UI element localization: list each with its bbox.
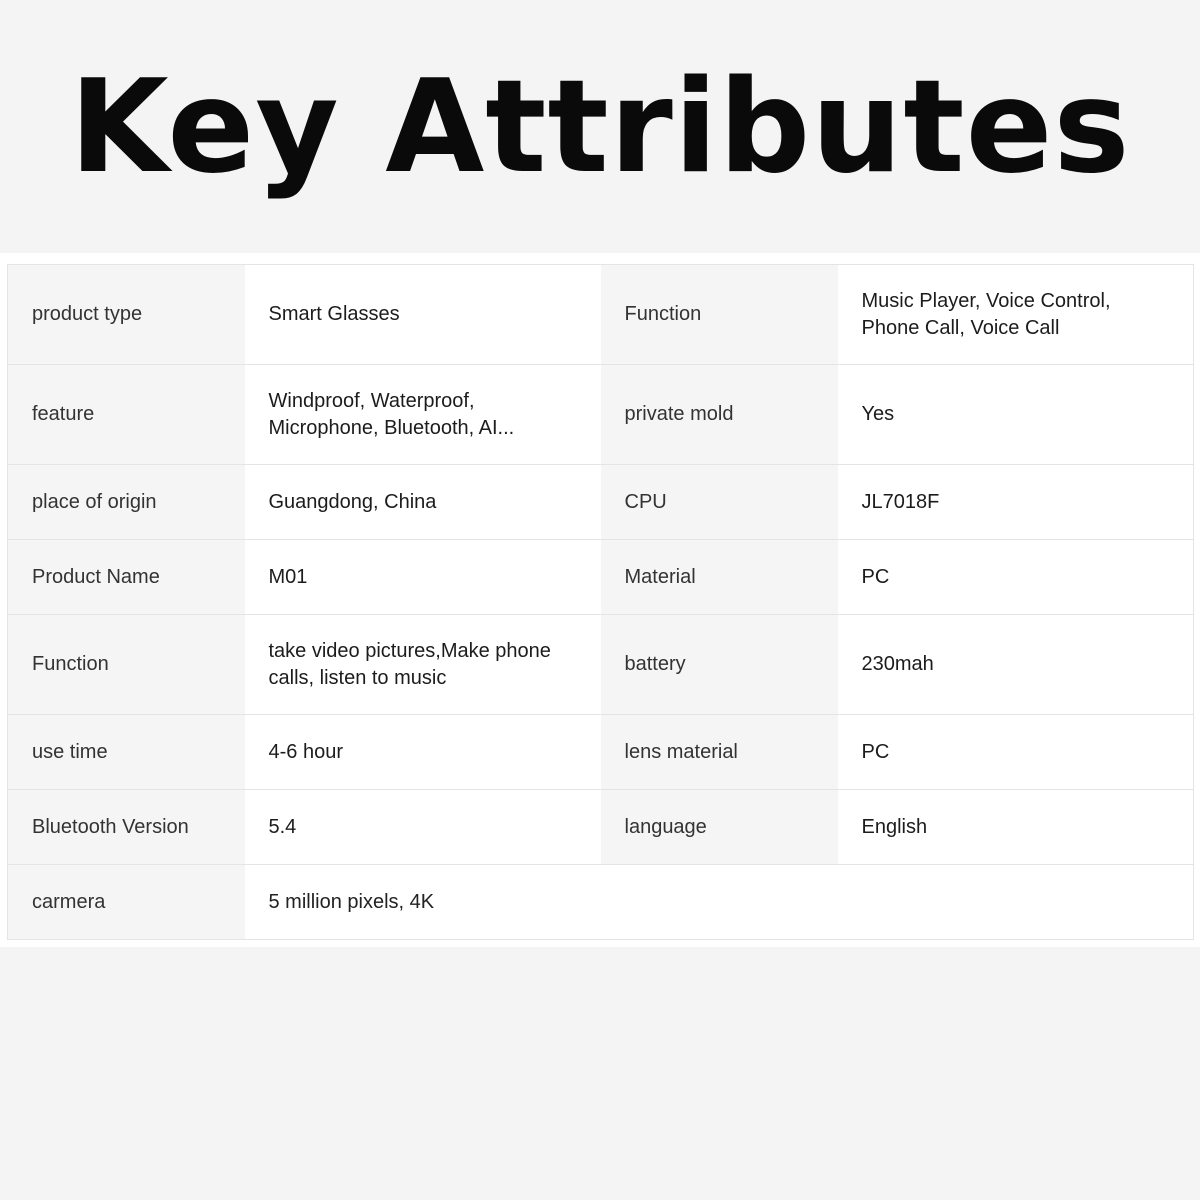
attribute-value: 230mah (838, 615, 1194, 715)
attribute-value: take video pictures,Make phone calls, listen to music (245, 615, 601, 715)
attribute-label: feature (8, 365, 245, 465)
attribute-label: Function (601, 265, 838, 365)
attribute-value: 5 million pixels, 4K (245, 865, 1194, 940)
key-attributes-table (7, 264, 1194, 940)
attribute-value: JL7018F (838, 465, 1194, 540)
table-row (8, 465, 1194, 540)
attribute-value: Music Player, Voice Control, Phone Call, Voice Call (838, 265, 1194, 365)
attribute-label: CPU (601, 465, 838, 540)
table-row (8, 715, 1194, 790)
attribute-label: Product Name (8, 540, 245, 615)
attribute-value: PC (838, 540, 1194, 615)
attribute-value: PC (838, 715, 1194, 790)
attribute-value: Smart Glasses (245, 265, 601, 365)
table-row (8, 365, 1194, 465)
attribute-label: lens material (601, 715, 838, 790)
attribute-value: English (838, 790, 1194, 865)
attribute-value: Guangdong, China (245, 465, 601, 540)
attribute-value: M01 (245, 540, 601, 615)
attribute-value: 4-6 hour (245, 715, 601, 790)
attribute-label: place of origin (8, 465, 245, 540)
attribute-label: battery (601, 615, 838, 715)
attribute-value: Windproof, Waterproof, Microphone, Bluetooth, AI... (245, 365, 601, 465)
attribute-label: private mold (601, 365, 838, 465)
page-title: Key Attributes (69, 53, 1131, 202)
table-row (8, 540, 1194, 615)
table-row (8, 865, 1194, 940)
attribute-label: Material (601, 540, 838, 615)
attribute-value: 5.4 (245, 790, 601, 865)
attribute-value: Yes (838, 365, 1194, 465)
attribute-label: language (601, 790, 838, 865)
attribute-label: Bluetooth Version (8, 790, 245, 865)
table-row (8, 790, 1194, 865)
table-row (8, 265, 1194, 365)
attribute-label: product type (8, 265, 245, 365)
attribute-label: Function (8, 615, 245, 715)
attribute-label: use time (8, 715, 245, 790)
attribute-label: carmera (8, 865, 245, 940)
table-row (8, 615, 1194, 715)
